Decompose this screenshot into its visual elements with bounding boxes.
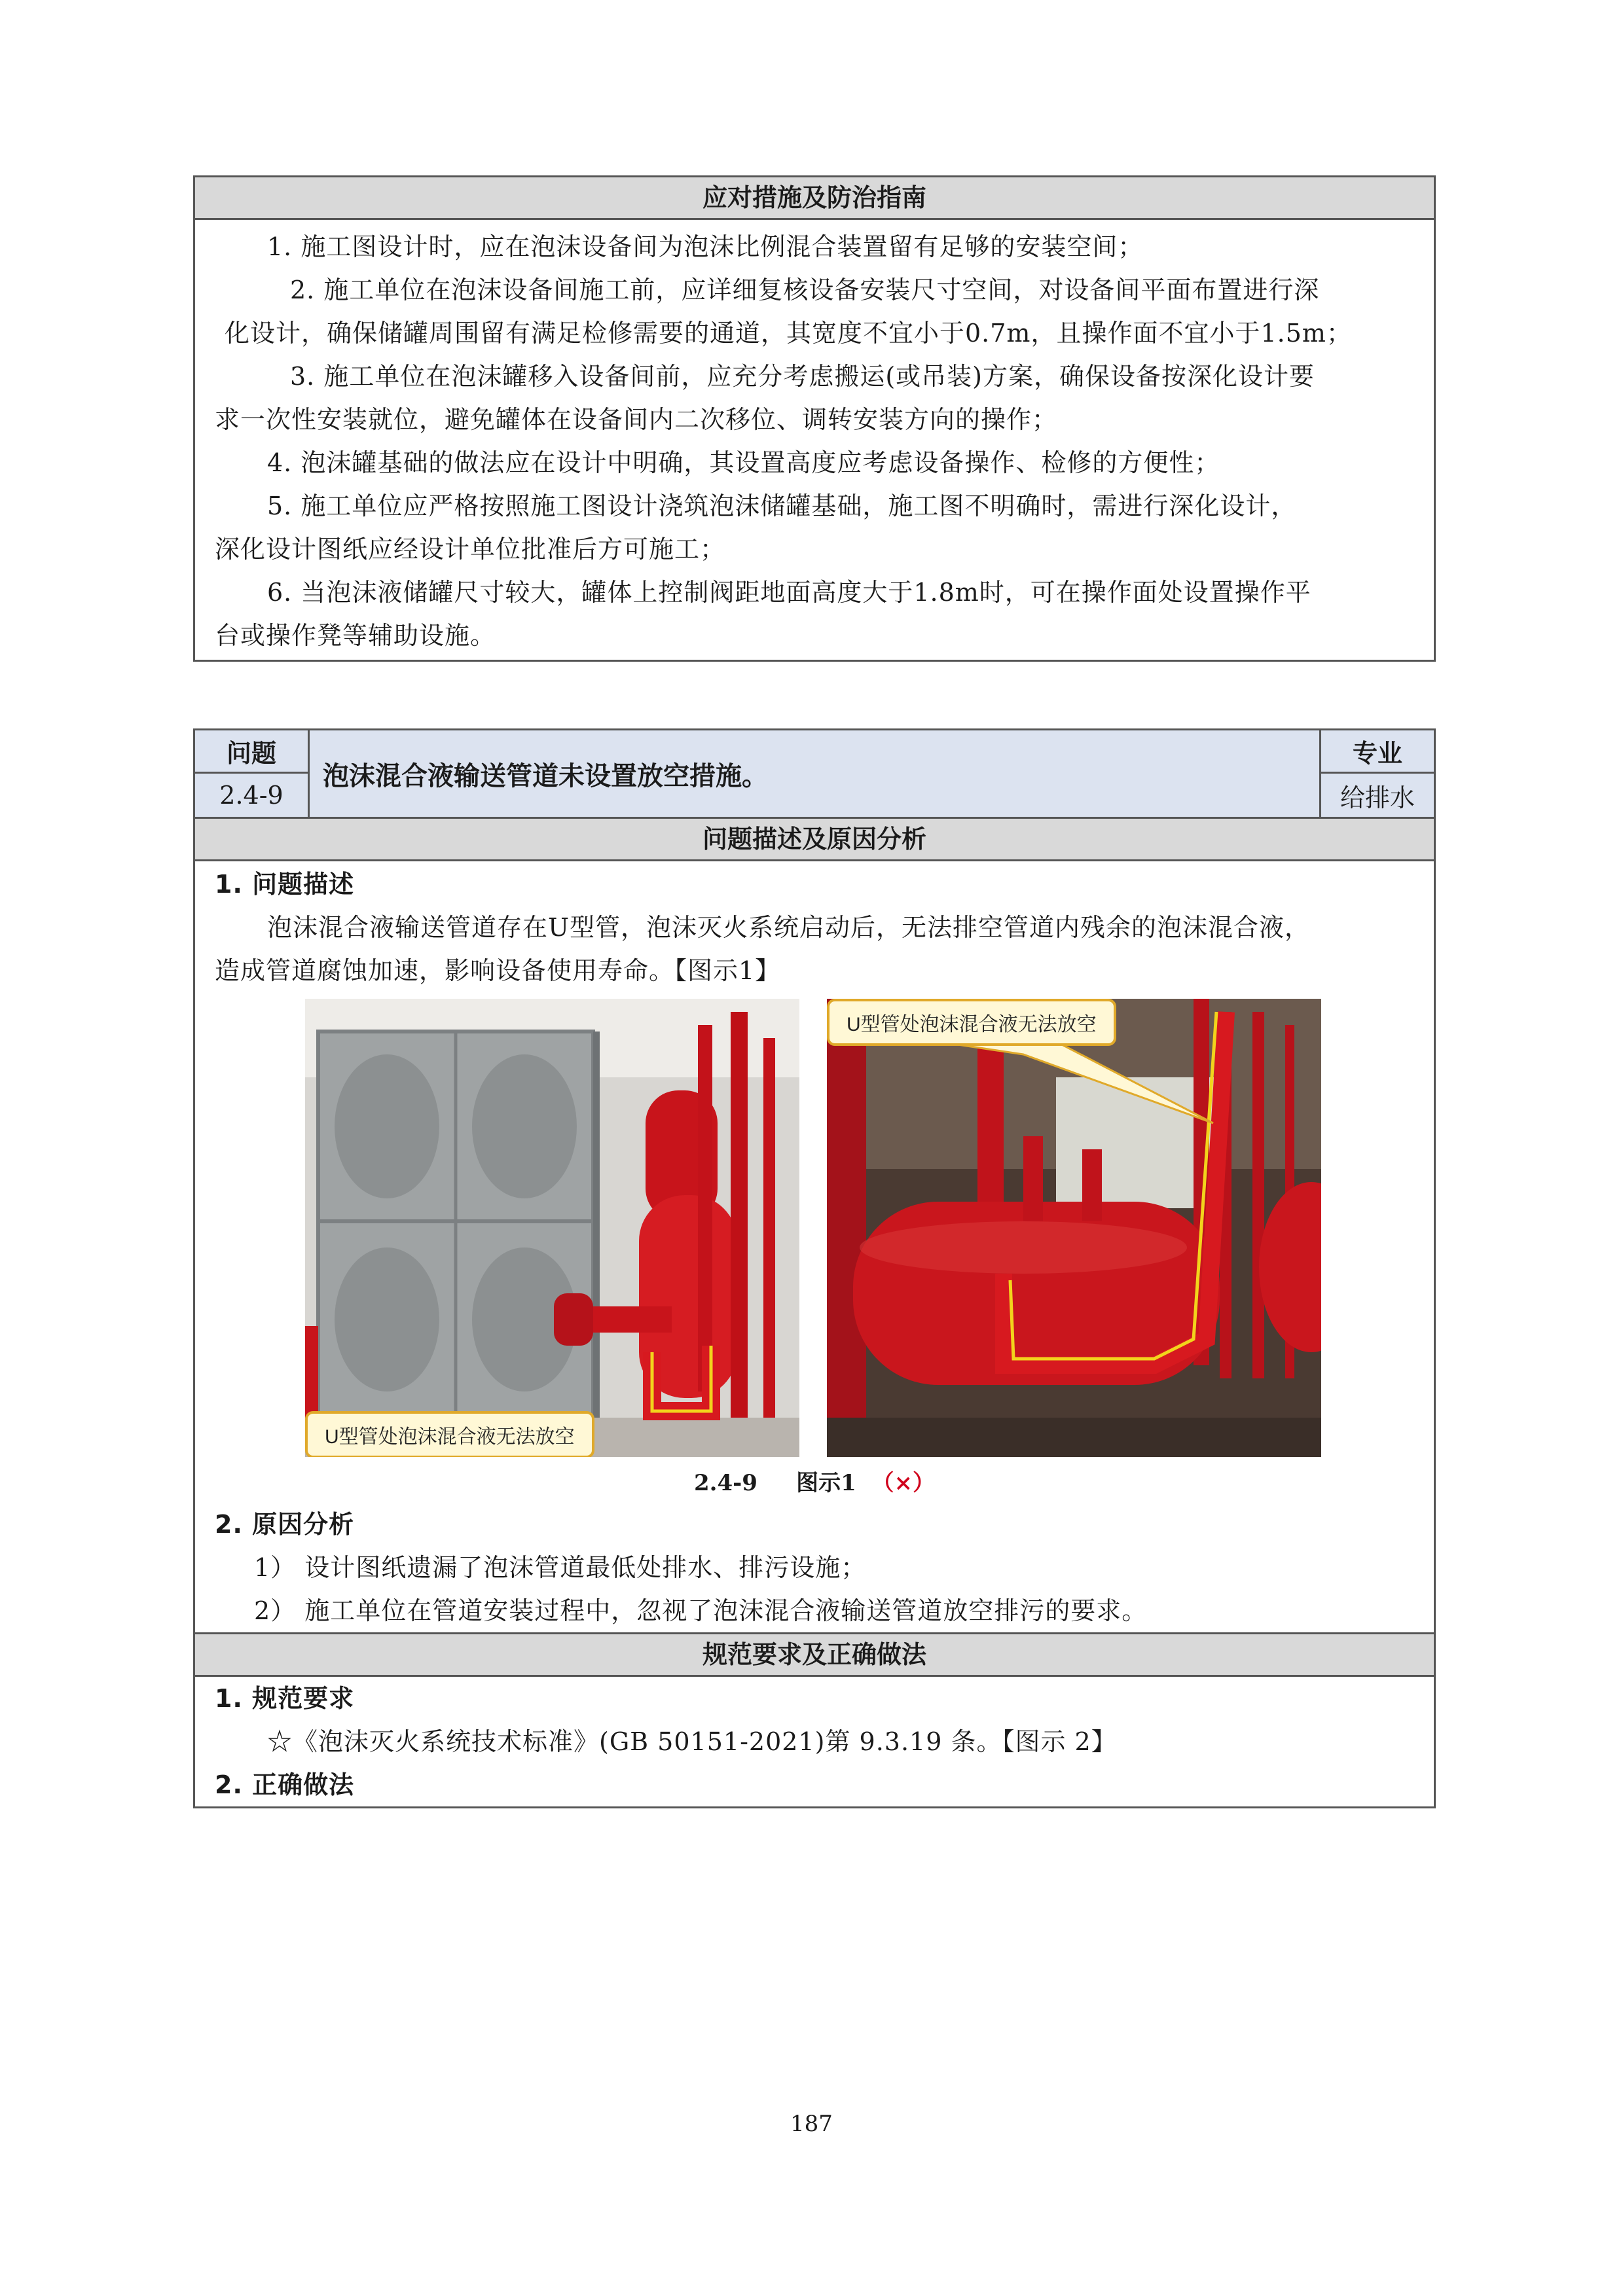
guide-heading: 应对措施及防治指南 [195, 177, 1434, 220]
photo-right [827, 999, 1321, 1457]
issue-header [195, 730, 1434, 819]
issue-number: 2.4-9 [195, 774, 310, 817]
guide-item-2b: 化设计，确保储罐周围留有满足检修需要的通道，其宽度不宜小于0.7m，且操作面不宜小于1.5m； [225, 319, 1352, 348]
desc-heading: 1. 问题描述 [215, 870, 355, 899]
guide-item-3a: 3. 施工单位在泡沫罐移入设备间前，应充分考虑搬运(或吊装)方案，确保设备按深化设计要 [290, 362, 1315, 391]
figure-number: 2.4-9 [694, 1470, 757, 1496]
specialty-label: 专业 [1319, 730, 1434, 774]
guide-item-2a: 2. 施工单位在泡沫设备间施工前，应详细复核设备安装尺寸空间，对设备间平面布置进行深 [290, 276, 1320, 304]
desc-line-2: 造成管道腐蚀加速，影响设备使用寿命。【图示1】 [215, 956, 781, 985]
guide-item-6a: 6. 当泡沫液储罐尺寸较大，罐体上控制阀距地面高度大于1.8m时，可在操作面处设置操作平 [267, 578, 1311, 607]
desc-line-1: 泡沫混合液输送管道存在U型管，泡沫灭火系统启动后，无法排空管道内残余的泡沫混合液， [267, 913, 1311, 942]
cause-2: 2） 施工单位在管道安装过程中，忽视了泡沫混合液输送管道放空排污的要求。 [254, 1596, 1148, 1625]
issue-title: 泡沫混合液输送管道未设置放空措施。 [310, 730, 1319, 817]
specialty-value: 给排水 [1319, 774, 1434, 817]
cause-1: 1） 设计图纸遗漏了泡沫管道最低处排水、排污设施； [254, 1553, 867, 1582]
wrong-mark: （×） [871, 1470, 935, 1496]
analysis-heading: 问题描述及原因分析 [195, 819, 1434, 861]
guide-item-6b: 台或操作凳等辅助设施。 [215, 621, 496, 650]
requirement-heading: 1. 规范要求 [215, 1684, 355, 1713]
guide-item-4: 4. 泡沫罐基础的做法应在设计中明确，其设置高度应考虑设备操作、检修的方便性； [267, 448, 1220, 477]
guide-item-1: 1. 施工图设计时，应在泡沫设备间为泡沫比例混合装置留有足够的安装空间； [267, 232, 1144, 261]
photo-right-callout: U型管处泡沫混合液无法放空 [827, 999, 1116, 1046]
norm-heading: 规范要求及正确做法 [195, 1632, 1434, 1677]
issue-label: 问题 [195, 730, 310, 774]
guide-item-3b: 求一次性安装就位，避免罐体在设备间内二次移位、调转安装方向的操作； [215, 405, 1058, 434]
horizontal-tank-photo [827, 999, 1321, 1457]
cause-heading: 2. 原因分析 [215, 1510, 355, 1539]
page-number: 187 [790, 2111, 833, 2137]
photos-area [195, 992, 1434, 1463]
photo-left [305, 999, 799, 1457]
guide-table [193, 175, 1436, 662]
photo-left-callout: U型管处泡沫混合液无法放空 [305, 1411, 594, 1457]
guide-item-5b: 深化设计图纸应经设计单位批准后方可施工； [215, 535, 726, 564]
correct-practice-heading: 2. 正确做法 [215, 1770, 355, 1799]
figure-caption [195, 1463, 1434, 1503]
issue-table [193, 728, 1436, 1808]
foam-tank-photo [305, 999, 799, 1457]
figure-label: 图示1 [796, 1470, 856, 1496]
guide-item-5a: 5. 施工单位应严格按照施工图设计浇筑泡沫储罐基础，施工图不明确时，需进行深化设计， [267, 492, 1297, 520]
requirement-text: ☆《泡沫灭火系统技术标准》(GB 50151-2021)第 9.3.19 条。【图示 2】 [267, 1727, 1117, 1756]
